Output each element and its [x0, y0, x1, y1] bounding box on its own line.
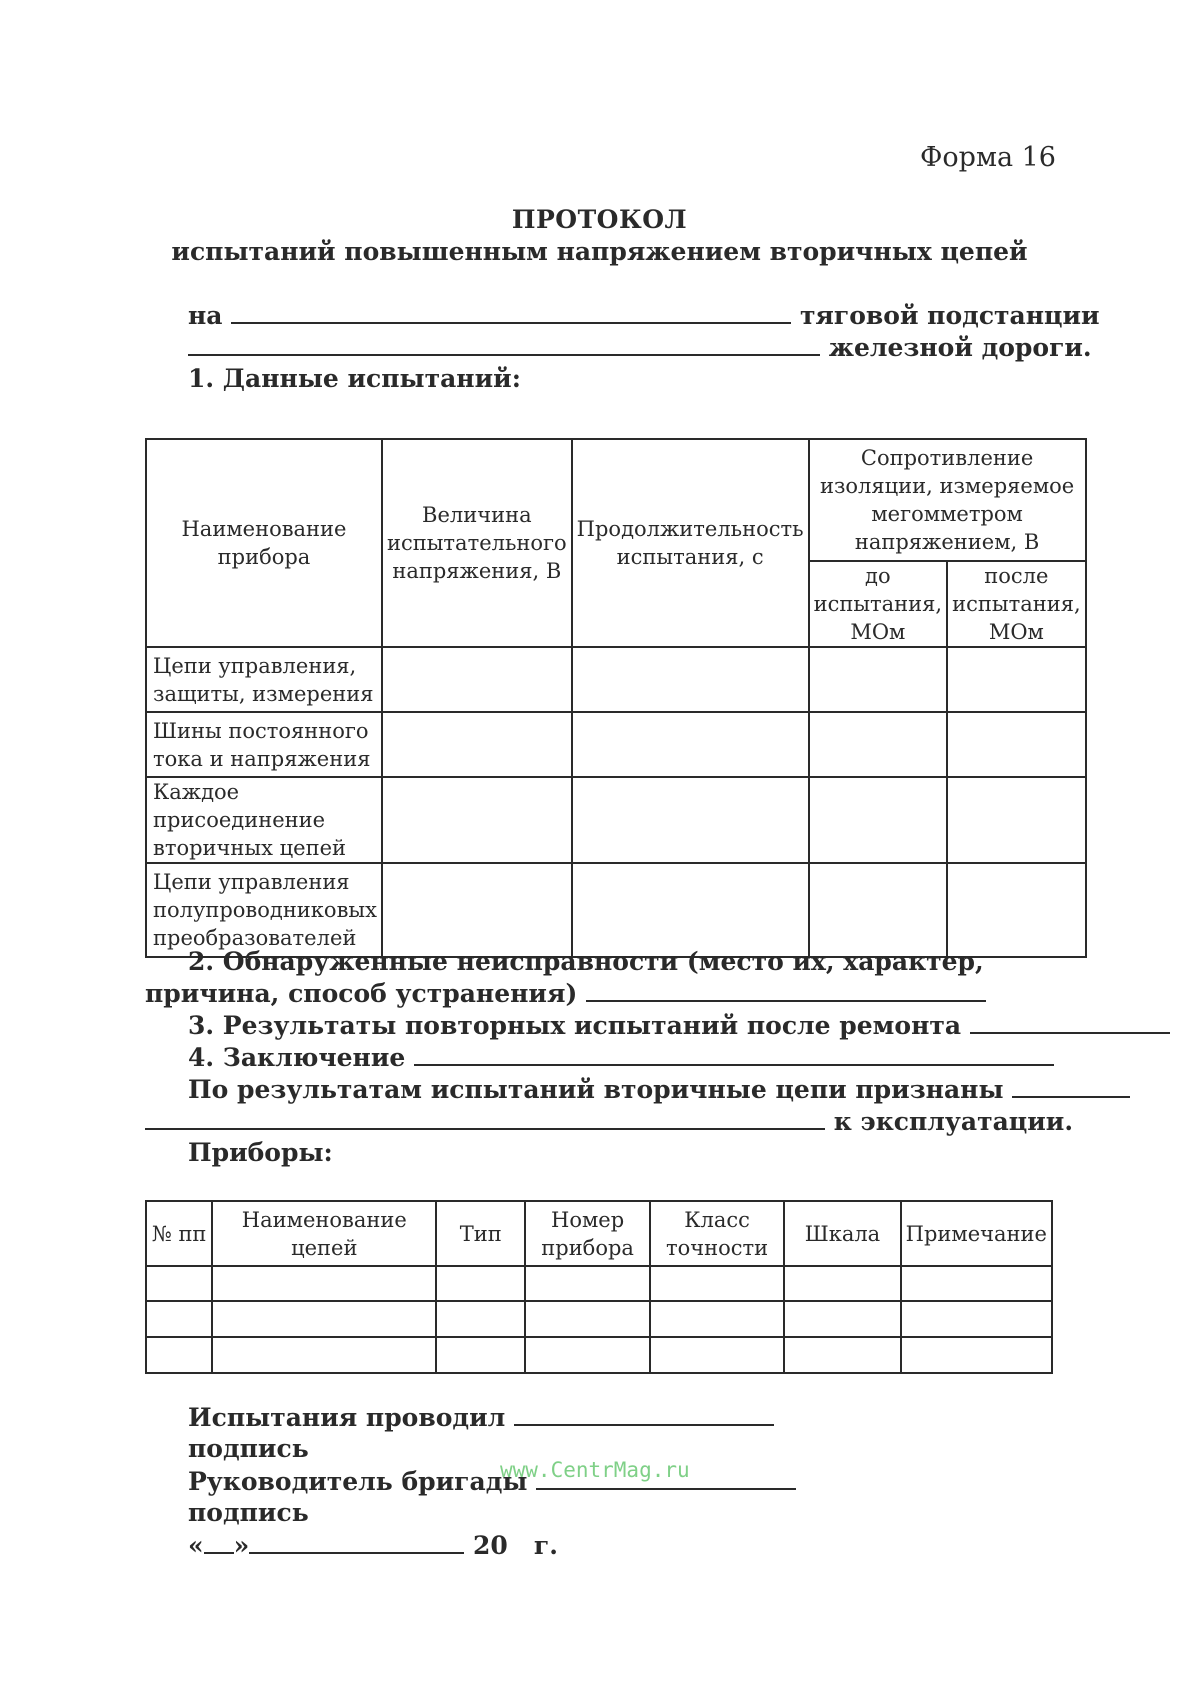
table-cell[interactable] — [901, 1266, 1052, 1301]
row-label-secondary-connections: Каждое присоединение вторичных цепей — [146, 777, 382, 863]
year-prefix: 20 — [472, 1531, 508, 1560]
railway-name-field[interactable] — [188, 332, 820, 356]
table-cell[interactable] — [436, 1301, 525, 1337]
table-cell[interactable] — [784, 1301, 900, 1337]
conclusion-line — [188, 1074, 1130, 1104]
table-cell[interactable] — [146, 1301, 212, 1337]
table-cell[interactable] — [212, 1301, 436, 1337]
table-cell[interactable] — [212, 1266, 436, 1301]
table-cell[interactable] — [212, 1337, 436, 1373]
header-device-number: Номер прибора — [525, 1201, 649, 1266]
devices-table — [145, 1200, 1053, 1374]
section-4-label: 4. Заключение — [188, 1043, 406, 1072]
header-before-test: до испытания, МОм — [809, 561, 948, 647]
table-cell[interactable] — [650, 1301, 784, 1337]
tested-by-label: Испытания проводил — [188, 1403, 506, 1432]
intro-substation: тяговой подстанции — [799, 301, 1100, 330]
date-close-quote: » — [233, 1531, 250, 1560]
table-row — [146, 1266, 1052, 1301]
header-device: Наименование прибора — [146, 439, 382, 647]
recognized-status-field[interactable] — [1012, 1074, 1130, 1098]
intro-na: на — [188, 301, 223, 330]
brigade-head-line — [188, 1466, 796, 1496]
section-1-heading: 1. Данные испытаний: — [188, 364, 521, 393]
section-3-line — [188, 1010, 1170, 1040]
table-cell[interactable] — [809, 712, 948, 777]
conclusion-label: По результатам испытаний вторичные цепи признаны — [188, 1075, 1004, 1104]
section-3-label: 3. Результаты повторных испытаний после ремонта — [188, 1011, 962, 1040]
header-voltage: Величина испытательного напряжения, В — [382, 439, 572, 647]
header-duration: Продолжительность испытания, с — [572, 439, 809, 647]
header-type: Тип — [436, 1201, 525, 1266]
signature-label-1: подпись — [188, 1434, 309, 1463]
devices-label: Приборы: — [188, 1138, 333, 1167]
conclusion-field[interactable] — [414, 1042, 1054, 1066]
table-cell[interactable] — [525, 1266, 649, 1301]
substation-name-field[interactable] — [231, 300, 791, 324]
table-cell[interactable] — [947, 863, 1086, 957]
watermark: www.CentrMag.ru — [500, 1458, 690, 1482]
faults-field[interactable] — [586, 978, 986, 1002]
table-cell[interactable] — [382, 647, 572, 712]
tested-by-field[interactable] — [514, 1402, 774, 1426]
table-cell[interactable] — [809, 777, 948, 863]
table-cell[interactable] — [809, 647, 948, 712]
header-resistance: Сопротивление изоляции, измеряемое мегомметром напряжением, В — [809, 439, 1086, 561]
table-cell[interactable] — [572, 863, 809, 957]
table-cell[interactable] — [146, 1266, 212, 1301]
retest-results-field[interactable] — [970, 1010, 1170, 1034]
brigade-head-label: Руководитель бригады — [188, 1467, 528, 1496]
tested-by-line — [188, 1402, 774, 1432]
intro-line-1 — [188, 300, 1100, 330]
table-cell[interactable] — [572, 647, 809, 712]
section-2-label: 2. Обнаруженные неисправности (место их, характер, причина, способ устранения) — [145, 947, 984, 1008]
test-data-table — [145, 438, 1087, 958]
document-title: ПРОТОКОЛ — [511, 205, 688, 234]
table-cell[interactable] — [650, 1266, 784, 1301]
document-subtitle: испытаний повышенным напряжением вторичных цепей — [171, 237, 1028, 266]
brigade-head-field[interactable] — [536, 1466, 796, 1490]
table-cell[interactable] — [650, 1337, 784, 1373]
table-cell[interactable] — [947, 647, 1086, 712]
intro-line-2 — [188, 332, 1092, 362]
date-line — [188, 1530, 558, 1560]
table-cell[interactable] — [382, 863, 572, 957]
table-cell[interactable] — [809, 863, 948, 957]
header-accuracy-class: Класс точности — [650, 1201, 784, 1266]
table-cell[interactable] — [382, 777, 572, 863]
table-cell[interactable] — [901, 1301, 1052, 1337]
table-cell[interactable] — [947, 712, 1086, 777]
header-note: Примечание — [901, 1201, 1052, 1266]
month-field[interactable] — [249, 1530, 464, 1554]
row-label-semiconductor-converters: Цепи управления полупроводниковых преобразователей — [146, 863, 382, 957]
table-cell[interactable] — [572, 712, 809, 777]
table-row — [146, 1301, 1052, 1337]
signature-label-2: подпись — [188, 1498, 309, 1527]
table-cell[interactable] — [436, 1266, 525, 1301]
table-cell[interactable] — [947, 777, 1086, 863]
form-number: Форма 16 — [920, 142, 1056, 173]
section-2-text — [145, 946, 1053, 1010]
header-circuit-name: Наименование цепей — [212, 1201, 436, 1266]
table-cell[interactable] — [901, 1337, 1052, 1373]
table-cell[interactable] — [525, 1337, 649, 1373]
row-label-control-circuits: Цепи управления, защиты, измерения — [146, 647, 382, 712]
table-cell[interactable] — [784, 1337, 900, 1373]
section-4-line — [188, 1042, 1054, 1072]
date-open-quote: « — [188, 1531, 204, 1560]
exploitation-line — [145, 1106, 1073, 1136]
exploitation-label: к эксплуатации. — [833, 1107, 1074, 1136]
table-cell[interactable] — [382, 712, 572, 777]
intro-railway: железной дороги. — [828, 333, 1092, 362]
table-cell[interactable] — [525, 1301, 649, 1337]
header-number: № пп — [146, 1201, 212, 1266]
table-cell[interactable] — [572, 777, 809, 863]
table-cell[interactable] — [784, 1266, 900, 1301]
day-field[interactable] — [204, 1530, 234, 1554]
row-label-dc-busbars: Шины постоянного тока и напряжения — [146, 712, 382, 777]
year-suffix: г. — [533, 1531, 558, 1560]
table-cell[interactable] — [436, 1337, 525, 1373]
recognized-status-field-cont[interactable] — [145, 1106, 825, 1130]
table-row — [146, 1337, 1052, 1373]
table-cell[interactable] — [146, 1337, 212, 1373]
header-scale: Шкала — [784, 1201, 900, 1266]
header-after-test: после испытания, МОм — [947, 561, 1086, 647]
